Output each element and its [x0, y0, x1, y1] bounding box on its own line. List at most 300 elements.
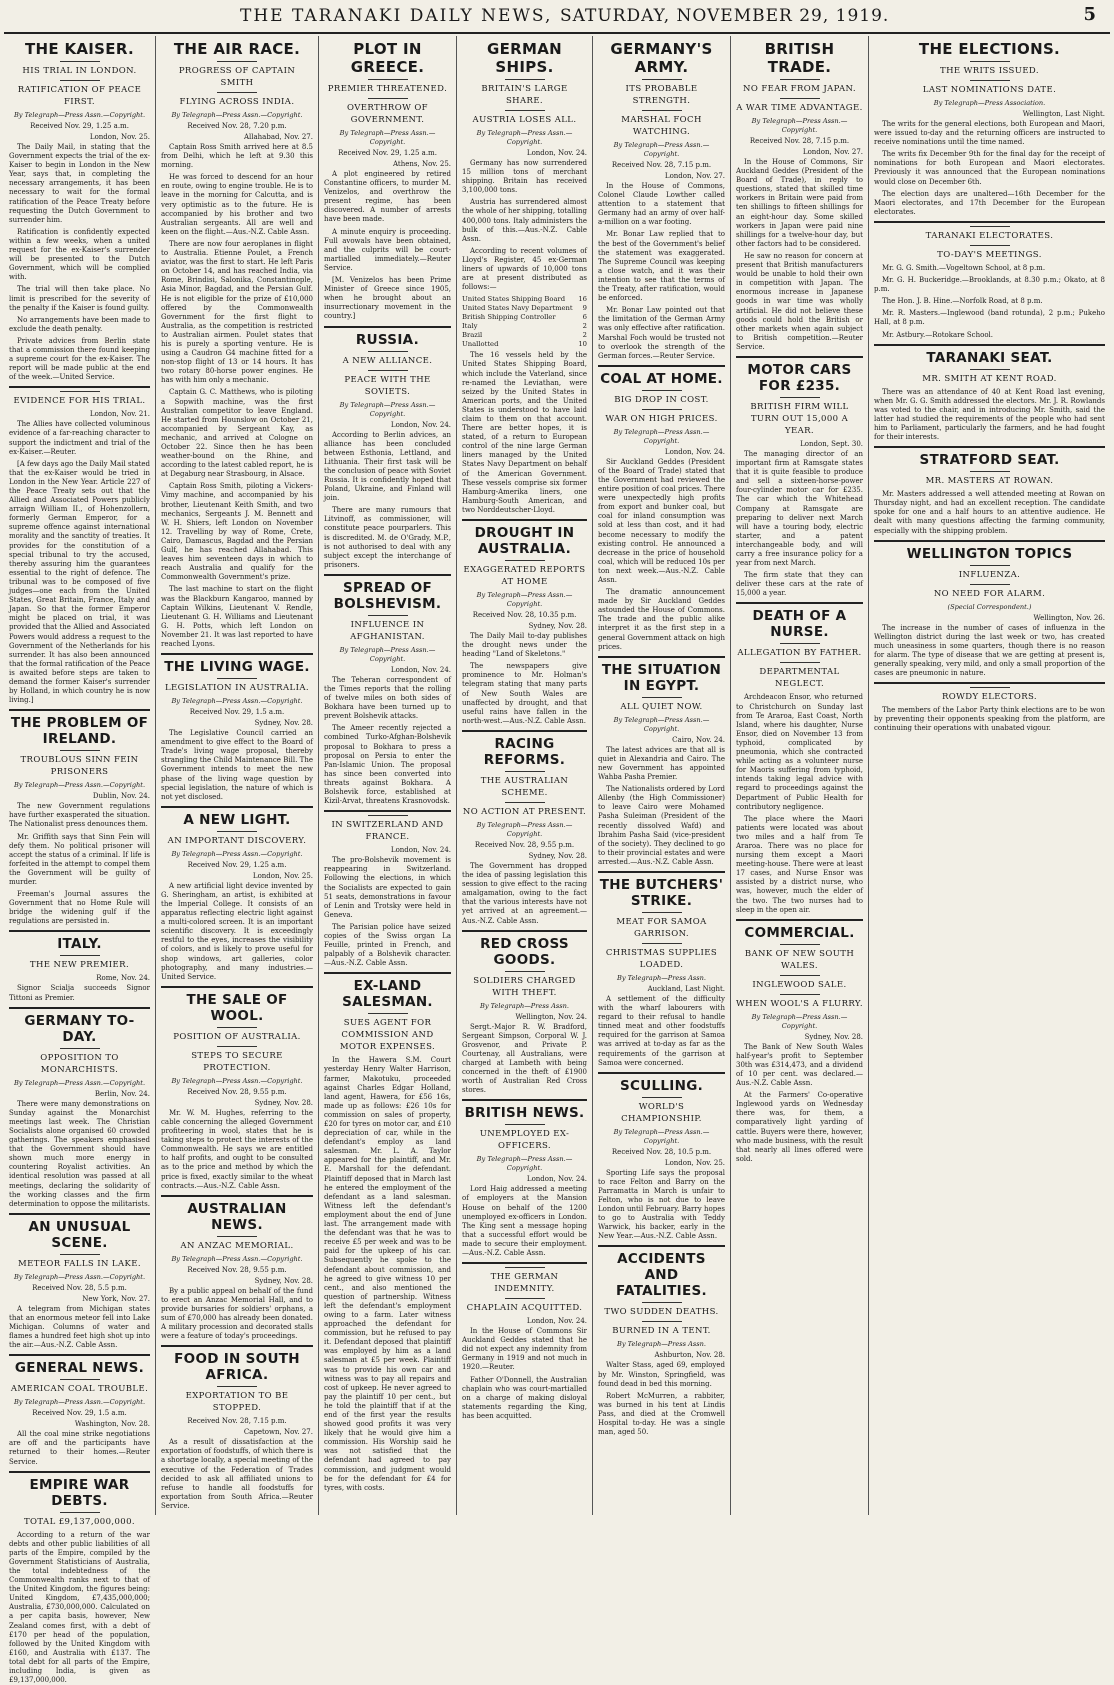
article-paragraph: The dramatic announcement made by Sir Auckland Geddes astounded the House of Commons. The trade and the public alike interpret it as the first step in a general Government attack on high prices. [598, 588, 725, 651]
article-paragraph: [M. Venizelos has been Prime Minister of Greece since 1905, when he brought about an insurrectionary movement in the country.] [324, 276, 451, 321]
article-paragraph: The newspapers give prominence to Mr. Holman's telegram stating that many parts of New South Wales are unaffected by drought, and that useful rains have fallen in the north-west.—Aus.-N.Z. Cable Assn. [462, 662, 587, 725]
article-subheading: IN SWITZERLAND AND FRANCE. [331, 820, 444, 843]
article-divider [462, 1099, 587, 1101]
headline-rule [505, 1124, 545, 1125]
headline-rule [368, 815, 408, 816]
article-paragraph: The place where the Maori patients were located was about two miles and a half from Te Araroa. There was no place for nursing them except a Maori meeting-house. There were at least 17 cases, and Nurse Ensor was assisted by a district nurse, who was, however, much the elder of the two. The two nurses had to sleep in the open air. [736, 814, 863, 914]
dateline: Sydney, Nov. 28. [804, 1032, 863, 1041]
article-divider [324, 972, 451, 974]
masthead-date: SATURDAY, NOVEMBER 29, 1919. [560, 6, 890, 26]
article-paragraph: The Teheran correspondent of the Times reports that the rolling of twelve miles on both sides of Bokhara have been turned up to prevent Bolshevik attacks. [324, 675, 451, 721]
dateline: London, Nov. 24. [526, 1175, 587, 1184]
headline-rule [60, 750, 100, 751]
article-subheading: LEGISLATION IN AUSTRALIA. [165, 683, 309, 694]
article [9, 1471, 150, 1685]
dateline: Sydney, Nov. 28. [528, 622, 587, 630]
table-cell-count: 16 [578, 295, 587, 304]
headline-rule [217, 678, 257, 679]
dateline: London, Nov. 21. [89, 410, 150, 419]
received-time: Received Nov. 28, 9.55 p.m. [187, 1265, 287, 1274]
article [161, 986, 313, 1191]
shipping-table [462, 295, 587, 349]
article [874, 540, 1105, 679]
article-headline: GERMAN SHIPS. [487, 40, 562, 76]
article-subheading: THE WRITS ISSUED. [940, 66, 1039, 76]
headline-rule [60, 1048, 100, 1049]
article-subheading: AMERICAN COAL TROUBLE. [10, 1384, 149, 1395]
article-headline: TARANAKI SEAT. [926, 349, 1053, 366]
article [598, 1245, 725, 1437]
article-headline: FOOD IN SOUTH AFRICA. [174, 1351, 300, 1384]
article-paragraph: The Daily Mail, in stating that the Government expects the trial of the ex-Kaiser to begin in London in the New Year, says that, in completing the necessary arrangements, it has been necessary to wait for the formal ratification of the Peace Treaty before requesting the Dutch Government to surrender him. [9, 143, 150, 224]
headline-rule [642, 1302, 682, 1303]
article [874, 221, 1105, 340]
headline-rule [505, 1298, 545, 1299]
article-paragraph: Mr. Astbury.—Rotokare School. [882, 330, 993, 339]
article-headline: RUSSIA. [355, 331, 420, 348]
article [736, 356, 863, 599]
article-divider [161, 1345, 313, 1347]
headline-rule [217, 1386, 257, 1387]
article-subheading: NO ACTION AT PRESENT. [462, 806, 587, 817]
article-paragraph: Robert McMurren, a rabbiter, was burned in his tent at Lindis Pass, and died at the Cromwell Hospital to-day. He was a single man, aged 50. [598, 1391, 725, 1437]
headline-rule [780, 662, 820, 663]
headline-rule [217, 1046, 257, 1047]
article-divider [874, 344, 1105, 346]
article-divider [736, 602, 863, 604]
headline-rule [505, 971, 545, 972]
wire-credit: By Telegraph—Press Assn.—Copyright. [13, 781, 146, 790]
dateline: London, Sept. 30. [800, 439, 863, 448]
article-headline: AN UNUSUAL SCENE. [28, 1218, 131, 1251]
dateline: Sydney, Nov. 28. [528, 851, 587, 860]
dateline: London, Nov. 25. [664, 1158, 725, 1167]
article-paragraph: Mr. G. G. Smith.—Vogeltown School, at 8 p.m. [882, 263, 1046, 272]
article-divider [598, 1072, 725, 1074]
received-time: Received Nov. 28, 7.15 p.m. [187, 1417, 287, 1426]
article-subheading: WAR ON HIGH PRICES. [605, 413, 718, 424]
article-headline: WELLINGTON TOPICS [906, 545, 1073, 562]
received-time: Received Nov. 29, 1.5 a.m. [32, 1409, 127, 1418]
article-divider [874, 221, 1105, 223]
headline-rule [505, 560, 545, 561]
article-subheading: BRITISH FIRM WILL TURN OUT 15,000 A YEAR. [750, 401, 849, 436]
headline-rule [970, 471, 1010, 472]
article-divider [736, 919, 863, 921]
article-paragraph: The Ameer recently rejected a combined Turko-Afghan-Bolshevik proposal to Bokhara to press a proposal on Persia to enter the Pan-Islamic Union. The proposal has since been converted into threats against Bokhara. A Bolshevik force, established at Kizil-Arvat, threatens Krasnovodsk. [324, 724, 451, 806]
article [598, 40, 725, 361]
headline-rule [642, 79, 682, 80]
dateline: Athens, Nov. 25. [393, 160, 451, 168]
wire-credit: By Telegraph—Press Assn.—Copyright. [171, 111, 303, 119]
table-cell-name: Unallotted [462, 340, 499, 349]
column-4 [457, 36, 593, 1515]
article-divider [462, 730, 587, 732]
headline-rule [368, 615, 408, 616]
dateline: London, Nov. 27. [664, 172, 725, 180]
headline-rule [368, 1013, 408, 1014]
article-paragraph: The increase in the number of cases of influenza in the Wellington district during the last week or two, has created much uneasiness in some quarters, though there is no reason for alarm. The type of disease that we are getting at present is, generally speaking, very mild, and only a small proportion of the cases are pneumonic in nature. [874, 623, 1105, 678]
article-subheading: BURNED IN A TENT. [612, 1326, 711, 1337]
article-paragraph: The last machine to start on the flight was the Blackburn Kangaroo, manned by Captain Wilkins, Lieutenant V. Rendle, Lieutenant G. H. Williams and Lieutenant G. H. Potts, which left London on November 21. It was last reported to have reached Lyons. [161, 585, 313, 648]
wire-credit: By Telegraph—Press Assn.—Copyright. [476, 1155, 573, 1173]
table-cell-count: 2 [582, 322, 587, 331]
wire-credit: By Telegraph—Press Assn.—Copyright. [476, 591, 573, 608]
article-divider [736, 356, 863, 358]
article-subheading: TARANAKI ELECTORATES. [925, 230, 1054, 241]
dateline: Ashburton, Nov. 28. [654, 1351, 725, 1360]
article-headline: THE AIR RACE. [173, 40, 301, 58]
table-row [462, 340, 587, 349]
dateline: London, Nov. 24. [664, 447, 725, 456]
headline-rule [970, 565, 1010, 566]
headline-rule [642, 912, 682, 913]
dateline: London, Nov. 24. [390, 665, 451, 674]
headline-rule [970, 584, 1010, 585]
article-subheading: ALL QUIET NOW. [620, 701, 703, 712]
wire-credit: By Telegraph—Press Assn. [616, 1340, 707, 1349]
table-cell-count: 2 [582, 331, 587, 340]
table-row [462, 322, 587, 331]
table-row [462, 313, 587, 322]
article-paragraph: Father O'Donnell, the Australian chaplain who was court-martialled on a charge of making disloyal statements regarding the King, has been acquitted. [462, 1375, 587, 1420]
headline-rule [505, 802, 545, 803]
article [9, 386, 150, 705]
wire-credit: By Telegraph—Press Assn.—Copyright. [476, 129, 573, 146]
headline-rule [505, 771, 545, 772]
table-row [462, 304, 587, 313]
columns-container [4, 36, 1110, 1685]
article-subheading: HIS TRIAL IN LONDON. [22, 66, 137, 76]
article-headline: RACING REFORMS. [483, 735, 566, 768]
article-paragraph: Private advices from Berlin state that a commission there found keeping a supreme court for the ex-Kaiser. The report will be made public at the end of the week.—United Service. [9, 336, 150, 382]
wire-credit: By Telegraph—Press Assn.—Copyright. [171, 1254, 303, 1263]
column-3 [319, 36, 457, 1515]
wire-credit: By Telegraph—Press Assn.—Copyright. [613, 141, 710, 158]
received-time: Received Nov. 28, 10.35 p.m. [472, 611, 577, 619]
article-subheading: ROWDY ELECTORS. [941, 692, 1038, 703]
article [161, 1345, 313, 1511]
article-headline: AUSTRALIAN NEWS. [187, 1200, 287, 1233]
article-subheading: WORLD'S CHAMPIONSHIP. [621, 1101, 702, 1124]
table-row [462, 331, 587, 340]
article-paragraph: He was forced to descend for an hour en route, owing to engine trouble. He is to leave in the morning for Calcutta, and is very optimistic as to the future. He is accompanied by his brother and two Australian sergeants. All are well and keen on the flight.—Aus.-N.Z. Cable Assn. [161, 173, 313, 236]
article [598, 656, 725, 867]
article-divider [161, 986, 313, 988]
article-divider [161, 653, 313, 655]
dateline: London, Nov. 24. [526, 1317, 587, 1326]
article-paragraph: Archdeacon Ensor, who returned to Christchurch on Sunday last from Te Araroa, East Coast, North Island, where his daughter, Nurse Ensor, died on November 13 from typhoid, complicated by pneumonia, which she contracted while acting as a volunteer nurse for Maoris suffering from typhoid, intends taking legal advice with regard to proceedings against the Department of Public Health for contributory negligence. [736, 693, 863, 811]
headline-rule [505, 1267, 545, 1268]
article-subheading: A NEW ALLIANCE. [342, 355, 433, 366]
article-subheading: MR. SMITH AT KENT ROAD. [922, 373, 1057, 384]
headline-rule [368, 351, 408, 352]
article-paragraph: In the House of Commons, Sir Auckland Geddes (President of the Board of Trade), in reply to questions, stated that skilled time workers in Britain were paid from ten shillings to fifteen shillings for an eight-hour day. Some skilled workers in Japan were paid nine shillings for a twelve-hour day, but other factors had to be considered. [736, 158, 863, 248]
article-paragraph: Captain Ross Smith, piloting a Vickers-Vimy machine, and accompanied by his brother, Lieutenant Keith Smith, and two mechanics, Sergeants J. M. Bennett and W. H. Shiers, left London on November 12. Travelling by way of Rome, Crete, Cairo, Damascus, Bagdad and the Persian Gulf, he has reached Allahabad. This leaves him seventeen days in which to reach Australia and qualify for the Commonwealth Government's prize. [161, 482, 313, 582]
article-subheading: MARSHAL FOCH WATCHING. [621, 115, 702, 137]
article [161, 806, 313, 982]
article-headline: SCULLING. [619, 1077, 704, 1094]
article-paragraph: The trial will then take place. No limit is prescribed for the severity of the penalty if the Kaiser is found guilty. [9, 285, 150, 312]
article-paragraph: Signor Scialja succeeds Signor Tittoni as Premier. [9, 984, 150, 1002]
dateline: Sydney, Nov. 28. [254, 719, 313, 728]
headline-rule [368, 79, 408, 80]
article-subheading: BRITAIN'S LARGE SHARE. [481, 84, 568, 106]
headline-rule [217, 92, 257, 93]
article-subheading: NO FEAR FROM JAPAN. [743, 84, 856, 94]
article-paragraph: In the House of Commons, Colonel Claude Lowther called attention to a statement that Germany had an army of over half-a-million on a war footing. [598, 182, 725, 227]
received-time: Received Nov. 28, 10.5 p.m. [611, 1147, 712, 1156]
article [598, 1072, 725, 1242]
article-headline: MOTOR CARS FOR £235. [747, 361, 852, 394]
article-divider [161, 806, 313, 808]
article [9, 40, 150, 382]
article-paragraph: According to Berlin advices, an alliance has been concluded between Esthonia, Lettland, and Lithuania. Their first task will be the conclusion of peace with Soviet Russia. It is confidently hoped that Poland, Ukraine, and Finland will join. [324, 430, 451, 503]
article-paragraph: As a result of dissatisfaction at the exportation of foodstuffs, of which there is a shortage locally, a special meeting of the executive of the Federation of Trades decided to ask all affiliated unions to refuse to handle all foodstuffs for exportation from South Africa.—Reuter Service. [161, 1438, 313, 1510]
table-row [462, 295, 587, 304]
dateline: Sydney, Nov. 28. [254, 1098, 313, 1107]
article-paragraph: Mr. G. H. Buckeridge.—Brooklands, at 8.30 p.m.; Okato, at 8 p.m. [874, 276, 1105, 294]
wire-credit: By Telegraph—Press Assn.—Copyright. [339, 645, 436, 663]
headline-rule [970, 245, 1010, 246]
headline-rule [780, 98, 820, 99]
article-paragraph: The Allies have collected voluminous evidence of a far-reaching character to support the indictment and trial of the ex-Kaiser.—Reuter. [9, 420, 150, 456]
article-subheading: CHRISTMAS SUPPLIES LOADED. [605, 947, 718, 970]
article-subheading: SUES AGENT FOR COMMISSION AND MOTOR EXPENSES. [339, 1018, 436, 1053]
article-paragraph: According to a return of the war debts and other public liabilities of all parts of the Empire, compiled by the Government Statisticians of Australia, the total indebtedness of the Commonwealth ranks next to that of the United Kingdom, the figures being: United Kingdom, £7,435,000,000; Australia, £730,000,000. Calculated on a per capita basis, however, New Zealand comes first, with a debt of £170 per head of the population, followed by the United Kingdom with £160, and Australia with £137. The total debt for all parts of the Empire, including India, is given as £9,137,000,000. [9, 1530, 150, 1685]
article-paragraph: Ratification is confidently expected within a few weeks, when a united request for the ex-Kaiser's surrender will be presented to the Dutch Government, which will be complied with. [9, 227, 150, 282]
headline-rule [60, 80, 100, 81]
headline-rule [60, 391, 100, 392]
article-paragraph: The pro-Bolshevik movement is reappearing in Switzerland. Following the elections, in which the Socialists are expected to gain 51 seats, demonstrations in favour of Lenin and Trotsky were held in Geneva. [324, 856, 451, 919]
article-paragraph: By a public appeal on behalf of the fund to erect an Anzac Memorial Hall, and to provide bursaries for soldiers' orphans, a sum of £70,000 has already been donated. A military procession and decorated stalls were a feature of today's proceedings. [161, 1286, 313, 1341]
article-paragraph: A telegram from Michigan states that an enormous meteor fell into Lake Michigan. Columns of water and flames a hundred feet high shot up into the air.—Aus.-N.Z. Cable Assn. [9, 1304, 150, 1350]
masthead-rule [4, 32, 1110, 34]
article-paragraph: The Hon. J. B. Hine.—Norfolk Road, at 8 p.m. [882, 297, 1043, 306]
article-paragraph: Mr. R. Masters.—Inglewood (band rotunda), 2 p.m.; Pukeho Hall, at 8 p.m. [874, 309, 1105, 327]
dateline: New York, Nov. 27. [82, 1294, 150, 1303]
article-paragraph: There are now four aeroplanes in flight to Australia. Etienne Poulet, a French aviator, was the first to start. He left Paris on October 14, and has reached India, via Rome, Brindisi, Salonika, Constantinople, Asia Minor, Bagdad, and the Persian Gulf. He is not eligible for the prize of £10,000 offered by the Commonwealth Government for the first flight to Australia, as the competition is restricted to Australian airmen. Poulet states that his is purely a sporting venture. He is using a Caudron G4 machine fitted for a non-stop flight of 13 or 14 hours. It has two rotary 80-horse power engines. He has with him only a mechanic. [161, 239, 313, 385]
article-paragraph: A settlement of the difficulty with the wharf labourers with regard to their refusal to handle tinned meat and other foodstuffs required for the garrison at Samoa was arrived at to-day as far as the requirements of the garrison at Samoa were concerned. [598, 994, 725, 1067]
article-paragraph: Freeman's Journal assures the Government that no Home Rule will bridge the widening gulf if the regulations are persisted in. [9, 890, 150, 926]
article-subheading: RATIFICATION OF PEACE FIRST. [17, 85, 142, 107]
article-divider [874, 682, 1105, 684]
article-divider [598, 871, 725, 873]
article-subheading: THE GERMAN INDEMNITY. [490, 1272, 559, 1295]
article-paragraph: Sergt.-Major R. W. Bradford, Sergeant Simpson, Corporal W. J. Grosvenor, and Private P. Courtenay, all Australians, were charged at Lambeth with being concerned in the theft of £1900 worth of Australian Red Cross stores. [462, 1022, 587, 1095]
article-headline: BRITISH NEWS. [464, 1105, 585, 1122]
article-divider [598, 365, 725, 367]
article-subheading: OVERTHROW OF GOVERNMENT. [347, 103, 428, 125]
article-paragraph: A new artificial light device invented by G. Sheringham, an artist, is exhibited at the Imperial College. It consists of an apparatus reflecting electric light against a multi-colored screen. It is an important scientific discovery. It is exceedingly restful to the eyes, increases the visibility of colors, and is likely to prove useful for shop windows, art galleries, color photography, and many industries.—United Service. [161, 881, 313, 981]
headline-rule [642, 409, 682, 410]
article-subheading: FLYING ACROSS INDIA. [179, 97, 295, 107]
article-paragraph: No arrangements have been made to exclude the death penalty. [9, 315, 150, 333]
article-headline: DROUGHT IN AUSTRALIA. [474, 525, 575, 557]
article-paragraph: Walter Stass, aged 69, employed by Mr. Winston, Springfield, was found dead in bed this morning. [598, 1361, 725, 1388]
article-paragraph: The managing director of an important firm at Ramsgate states that it is quite feasible to produce and sell a sixteen-horse-power four-cylinder motor car for £235. The car which the Whitehead Company at Ramsgate are preparing to deliver next March will have a touring body, electric starter, and a patent interchangeable body, and will carry a free insurance policy for a year from next March. [736, 449, 863, 568]
headline-rule [970, 687, 1010, 688]
wire-credit: (Special Correspondent.) [947, 602, 1032, 611]
article-paragraph: Captain G. C. Matthews, who is piloting a Sopwith machine, was the first Australian competitor to leave England. He started from Hounslow on October 21, accompanied by Sergeant Kay, as mechanic, and arrived at Cologne on October 22. Since then he has been weather-bound on the Rhine, and according to the latest cabled report, he is at Degaburg near Strasbourg, in Alsace. [161, 388, 313, 479]
article-subheading: MEAT FOR SAMOA GARRISON. [616, 916, 707, 939]
article-subheading: TO-DAY'S MEETINGS. [937, 249, 1042, 260]
wire-credit: By Telegraph—Press Assn.—Copyright. [171, 697, 303, 706]
headline-rule [60, 1379, 100, 1380]
article-paragraph: Mr. Bonar Law pointed out that the limitation of the German Army was only effective after ratification. Marshal Foch would be trusted not to overlook the strength of the German forces.—Reuter Service. [598, 306, 725, 360]
article [324, 326, 451, 570]
article-headline: THE LIVING WAGE. [164, 659, 310, 676]
article [324, 574, 451, 806]
received-time: Received Nov. 28, 7.15 p.m. [611, 161, 712, 169]
article-subheading: UNEMPLOYED EX-OFFICERS. [479, 1129, 570, 1152]
table-cell-name: Italy [462, 322, 478, 331]
dateline: London, Nov. 24. [526, 149, 587, 157]
wire-credit: By Telegraph—Press Assn.—Copyright. [613, 427, 710, 445]
article-divider [874, 540, 1105, 542]
article-subheading: MR. MASTERS AT ROWAN. [925, 476, 1054, 487]
dateline: Capetown, Nov. 27. [243, 1428, 313, 1437]
article-subheading: BANK OF NEW SOUTH WALES. [744, 948, 855, 971]
dateline: London, Nov. 24. [390, 420, 451, 429]
article-paragraph: Sir Auckland Geddes (President of the Board of Trade) stated that the Government had reviewed the entire position of coal prices. There were unexpectedly high profits from export and bunker coal, but coal for inland consumption was sold at less than cost, and it had become necessary to modify the existing control. He announced a decrease in the price of household coal, which will be reduced 10s per ton next week.—Aus.-N.Z. Cable Assn. [598, 457, 725, 584]
article-paragraph: Austria has surrendered almost the whole of her shipping, totalling 400,000 tons. Italy administers the bulk of this.—Aus.-N.Z. Cable Assn. [462, 198, 587, 243]
headline-rule [60, 1512, 100, 1513]
dateline: Allahabad, Nov. 27. [243, 133, 313, 141]
article-subheading: WHEN WOOL'S A FLURRY. [736, 998, 863, 1009]
article-subheading: POSITION OF AUSTRALIA. [173, 1031, 301, 1042]
headline-rule [970, 226, 1010, 227]
article-headline: THE SITUATION IN EGYPT. [601, 661, 722, 694]
article-paragraph: Sporting Life says the proposal to race Felton and Barry on the Parramatta in March is unfair to Felton, who is not due to leave London until February. Barry hopes to go to Australia with Teddy Warwick, his backer, early in the New Year.—Aus.-N.Z. Cable Assn. [598, 1168, 725, 1241]
article-headline: PLOT IN GREECE. [350, 40, 425, 76]
article-divider [9, 930, 150, 932]
article-paragraph: The Parisian police have seized copies of the Swiss organ La Feuille, printed in French, and palpably of a Bolshevik character.—Aus.-N.Z. Cable Assn. [324, 922, 451, 968]
article-paragraph: The writs for the general elections, both European and Maori, were issued to-day and the returning officers are instructed to receive nominations until the time named. [874, 120, 1105, 147]
article-subheading: NO NEED FOR ALARM. [933, 588, 1046, 599]
article-subheading: ALLEGATION BY FATHER. [737, 648, 862, 659]
wire-credit: By Telegraph—Press Assn.—Copyright. [13, 1078, 146, 1087]
wire-credit: By Telegraph—Press Assn.—Copyright. [339, 400, 436, 418]
article-divider [462, 1262, 587, 1264]
article-subheading: EXAGGERATED REPORTS AT HOME [463, 565, 586, 587]
wire-credit: By Telegraph—Press Assn. [616, 973, 707, 982]
article [736, 602, 863, 914]
dateline: London, Nov. 25. [252, 871, 313, 880]
headline-rule [780, 944, 820, 945]
article-subheading: DEPARTMENTAL NEGLECT. [759, 667, 840, 690]
wire-credit: By Telegraph—Press Association. [933, 99, 1046, 107]
table-cell-name: United States Shipping Board [462, 295, 566, 304]
article-divider [9, 386, 150, 388]
article-paragraph: The Government has dropped the idea of passing legislation this session to give effect to the racing amalgamation, owing to the fact that the various interests have not yet arrived at an agreement.—Aus.-N.Z. Cable Assn. [462, 861, 587, 925]
article-subheading: PEACE WITH THE SOVIETS. [344, 374, 431, 397]
article [462, 519, 587, 726]
wire-credit: By Telegraph—Press Assn.—Copyright. [171, 1076, 303, 1085]
wire-credit: By Telegraph—Press Assn.—Copyright. [751, 117, 848, 134]
article-divider [9, 709, 150, 711]
column-6 [731, 36, 869, 1515]
article-headline: GERMANY'S ARMY. [610, 40, 713, 76]
article [598, 871, 725, 1068]
article-subheading: METEOR FALLS IN LAKE. [18, 1258, 141, 1269]
headline-rule [780, 994, 820, 995]
headline-rule [368, 98, 408, 99]
wire-credit: By Telegraph—Press Assn.—Copyright. [751, 1012, 848, 1030]
received-time: Received Nov. 29, 1.5 a.m. [189, 708, 285, 717]
article-paragraph: The members of the Labor Party think elections are to be won by preventing their opponents speaking from the platform, are continuing their operations with unabated vigour. [874, 706, 1105, 733]
headline-rule [60, 61, 100, 62]
wire-credit: By Telegraph—Press Assn.—Copyright. [13, 111, 146, 119]
article [874, 446, 1105, 535]
wire-credit: By Telegraph—Press Assn.—Copyright. [613, 715, 710, 733]
headline-rule [642, 1097, 682, 1098]
article [9, 1213, 150, 1350]
article-paragraph: The election days are unaltered—16th December for the Maori electorates, and 17th December for the European electorates. [874, 189, 1105, 216]
wire-credit: By Telegraph—Press Assn. [479, 1001, 570, 1010]
wire-credit: By Telegraph—Press Assn.—Copyright. [339, 129, 436, 146]
article-headline: THE SALE OF WOOL. [186, 991, 288, 1024]
article-paragraph: Mr. Griffith says that Sinn Fein will defy them. No political prisoner will accept the status of a criminal. If life is forfeited in the attempt to compel them the Government will be guilty of murder. [9, 832, 150, 886]
dateline: Wellington, Last Night. [1022, 110, 1105, 118]
headline-rule [780, 397, 820, 398]
article [161, 1195, 313, 1342]
article-headline: DEATH OF A NURSE. [752, 608, 847, 641]
article-headline: ITALY. [57, 936, 102, 953]
article-headline: COMMERCIAL. [744, 924, 855, 941]
table-cell-name: Brazil [462, 331, 483, 340]
article-subheading: AUSTRIA LOSES ALL. [472, 115, 577, 125]
received-time: Received Nov. 28, 7.20 p.m. [187, 122, 287, 130]
article-paragraph: In the House of Commons Sir Auckland Geddes stated that he did not expect any indemnity from Germany in 1919 and not much in 1920.—Reuter. [462, 1327, 587, 1372]
headline-rule [60, 1254, 100, 1255]
dateline: London, Nov. 24. [390, 846, 451, 855]
article-paragraph: The latest advices are that all is quiet in Alexandria and Cairo. The new Government has appointed Wahba Pasha Premier. [598, 745, 725, 782]
article [9, 1007, 150, 1209]
table-cell-count: 6 [582, 313, 587, 322]
article-subheading: TOTAL £9,137,000,000. [23, 1516, 136, 1527]
article-divider [9, 1354, 150, 1356]
article-subheading: EVIDENCE FOR HIS TRIAL. [13, 396, 146, 407]
article-paragraph: All the coal mine strike negotiations are off and the participants have returned to their homes.—Reuter Service. [9, 1430, 150, 1466]
masthead [0, 4, 1114, 32]
article [9, 930, 150, 1002]
article-subheading: AN ANZAC MEMORIAL. [180, 1240, 294, 1251]
table-cell-count: 10 [578, 340, 587, 349]
headline-rule [642, 943, 682, 944]
article-divider [874, 446, 1105, 448]
wire-credit: By Telegraph—Press Assn.—Copyright. [13, 1398, 146, 1407]
article-subheading: TROUBLOUS SINN FEIN PRISONERS [20, 755, 139, 778]
article [874, 344, 1105, 443]
article-paragraph: The Bank of New South Wales half-year's profit to September 30th was £314,473, and a dividend of 10 per cent. was declared.—Aus.-N.Z. Cable Assn. [736, 1042, 863, 1088]
received-time: Received Nov. 28, 5.5 p.m. [32, 1283, 127, 1292]
article-paragraph: Germany has now surrendered 15 million tons of merchant shipping. Britain has received 3,100,000 tons. [462, 159, 587, 195]
headline-rule [970, 369, 1010, 370]
received-time: Received Nov. 28, 7.15 p.m. [749, 137, 850, 145]
headline-rule [217, 61, 257, 62]
article-paragraph: The new Government regulations have further exasperated the situation. The Nationalist press denounces them. [9, 802, 150, 829]
article-paragraph: The Daily Mail to-day publishes the drought news under the heading "Land of Skeletons." [462, 632, 587, 659]
article-headline: EX-LAND SALESMAN. [342, 978, 433, 1011]
received-time: Received Nov. 29, 1.25 a.m. [338, 149, 437, 157]
dateline: London, Nov. 27. [802, 148, 863, 156]
article [462, 1262, 587, 1421]
article-subheading: INFLUENZA. [958, 569, 1021, 580]
article-paragraph: The Nationalists ordered by Lord Allenby (the High Commissioner) to leave Cairo were Mohamed Pasha Suleiman (President of the recently dissolved Wafd) and Ibrahim Pasha Said (vice-president of the society). They declined to go to their provincial estates and were arrested.—Aus.-N.Z. Cable Assn. [598, 785, 725, 866]
article-paragraph: A plot engineered by retired Constantine officers, to murder M. Venizelos, and overthrow the present regime, has been discovered. A number of arrests have been made. [324, 170, 451, 224]
article-headline: GENERAL NEWS. [14, 1360, 145, 1377]
